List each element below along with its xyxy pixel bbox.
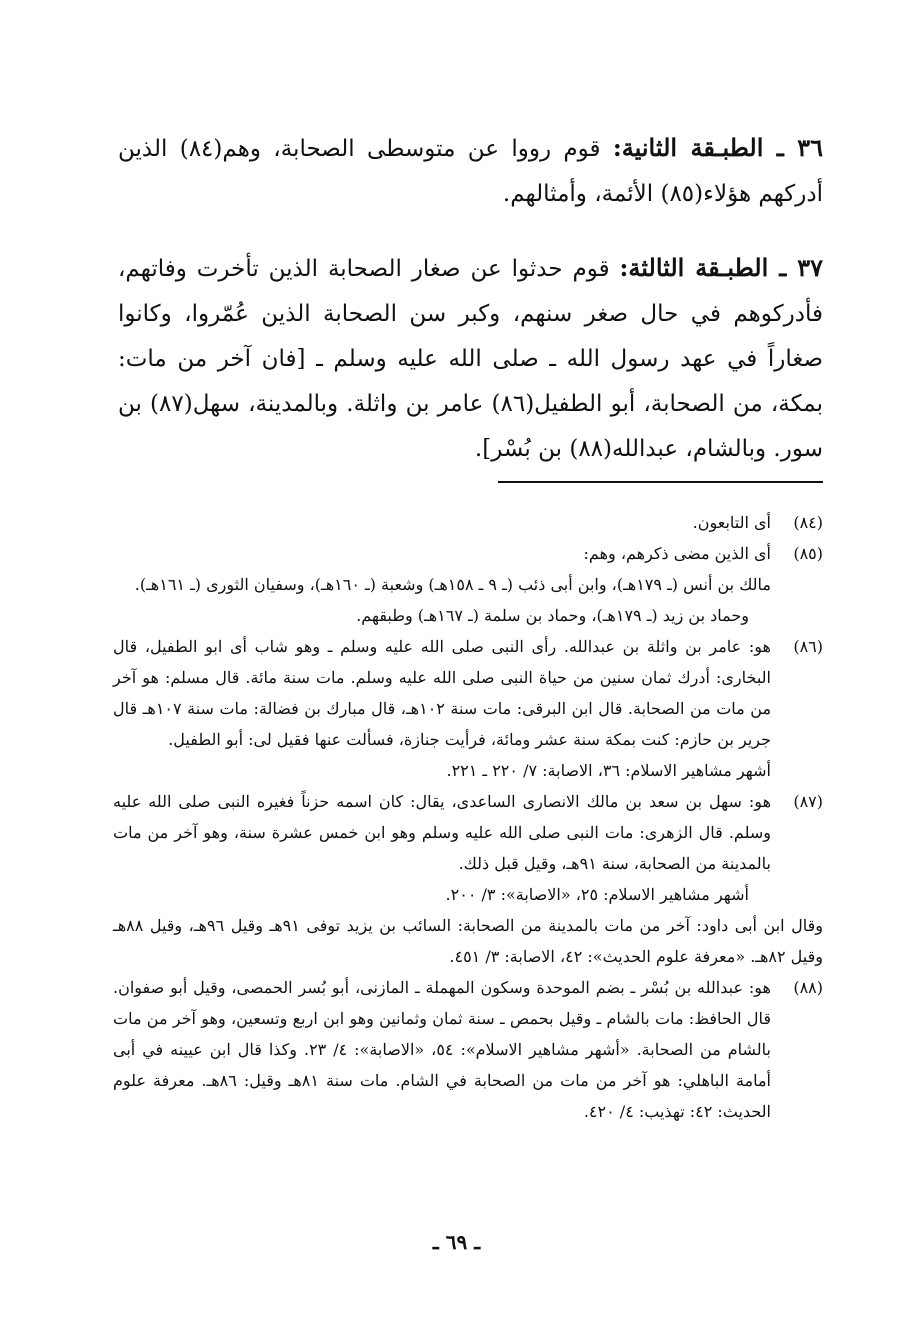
paragraph-text: قوم رووا عن متوسطى الصحابة، وهم(٨٤) الذين أدركهم هؤلاء(٨٥) الأئمة، وأمثالهم. [118,136,823,207]
footnote-85 [113,538,823,631]
footnote-line: وحماد بن زيد (ـ ١٧٩هـ)، وحماد بن سلمة (ـ ١٦٧هـ) وطبقهم. [356,606,749,625]
footnote-86 [113,631,823,786]
paragraph-37 [118,245,823,472]
footnote-line: أى الذين مضى ذكرهم، وهم: [583,544,771,563]
footnote-87 [113,786,823,972]
paragraph-label: ٣٧ ـ الطبـقة الثالثة: [619,253,823,282]
paragraph-label: ٣٦ ـ الطبـقة الثانية: [612,133,824,162]
footnote-line: هو: عبدالله بن بُسْر ـ بضم الموحدة وسكون المهملة ـ المازنى، أبو بُسر الحمصى، وقيل أبو صفوان. قال الحافظ: مات بالشام ـ وقيل بحمص ـ سنة ثمان وثمانين وهو ابن اربع وتسعين، وهو آخر من مات بالشام من الصحابة. «أشهر مشاهير الاسلام»: ٥٤، «الاصابة»: ٤/ ٢٣. وكذا قال ابن عيينه في أبى أمامة الباهلي: هو آخر من مات من الصحابة في الشام. مات سنة ٨١هـ وقيل: ٨٦هـ. معرفة علوم الحديث: ٤٢: تهذيب: ٤/ ٤٢٠. [113,978,772,1121]
footnote-number: (٨٥) [793,544,823,563]
footnote-line: أشهر مشاهير الاسلام: ٣٦، الاصابة: ٧/ ٢٢٠ ـ ٢٢١. [446,761,771,780]
page-number: ـ ٦٩ ـ [432,1230,481,1254]
footnotes [113,507,823,1127]
footnote-88 [113,972,823,1127]
paragraph-text: قوم حدثوا عن صغار الصحابة الذين تأخرت وفاتهم، فأدركوهم في حال صغر سنهم، وكبر سن الصحابة الذين عُمّروا، وكانوا صغاراً في عهد رسول الله ـ صلى الله عليه وسلم ـ [فان آخر من مات: بمكة، من الصحابة، أبو الطفيل(٨٦) عامر بن واثلة. وبالمدينة، سهل(٨٧) بن سور. وبالشام، عبدالله(٨٨) بن بُسْر]. [118,256,823,462]
footnote-line: أى التابعون. [692,513,771,532]
footnote-line: وقال ابن أبى داود: آخر من مات بالمدينة من الصحابة: السائب بن يزيد توفى ٩١هـ وقيل ٩٦هـ، وقيل ٨٨هـ وقيل ٨٢هـ. «معرفة علوم الحديث»: ٤٢، الاصابة: ٣/ ٤٥١. [113,916,824,966]
paragraph-36 [118,125,823,217]
footnote-divider [498,481,823,483]
footnote-84 [113,507,823,538]
footnote-line: هو: عامر بن واثلة بن عبدالله. رأى النبى صلى الله عليه وسلم ـ وهو شاب أى ابو الطفيل، قال البخارى: أدرك ثمان سنين من حياة النبى صلى الله عليه وسلم. مات سنة مائة. قال مسلم: هو آخر من مات من الصحابة. قال ابن البرقى: مات سنة ١٠٢هـ، قال مبارك بن فضالة: مات سنة ١٠٧هـ قال جرير بن حازم: كنت بمكة سنة عشر ومائة، فرأيت جنازة، فسألت عنها فقيل لى: أبو الطفيل. [113,637,772,749]
footnote-number: (٨٨) [793,978,823,997]
footnote-number: (٨٧) [793,792,823,811]
footnote-line: هو: سهل بن سعد بن مالك الانصارى الساعدى، يقال: كان اسمه حزناً فغيره النبى صلى الله عليه وسلم. قال الزهرى: مات النبى صلى الله عليه وسلم وهو ابن خمس عشرة سنة، وهو آخر من مات بالمدينة من الصحابة، سنة ٩١هـ، وقيل قبل ذلك. [113,792,771,873]
footnote-line: أشهر مشاهير الاسلام: ٢٥، «الاصابة»: ٣/ ٢٠٠. [445,885,749,904]
footnote-number: (٨٦) [793,637,823,656]
footnote-line: مالك بن أنس (ـ ١٧٩هـ)، وابن أبى ذئب (ـ ٩ ـ ١٥٨هـ) وشعبة (ـ ١٦٠هـ)، وسفيان الثورى (ـ ١٦١هـ). [134,575,771,594]
footnote-number: (٨٤) [793,513,823,532]
